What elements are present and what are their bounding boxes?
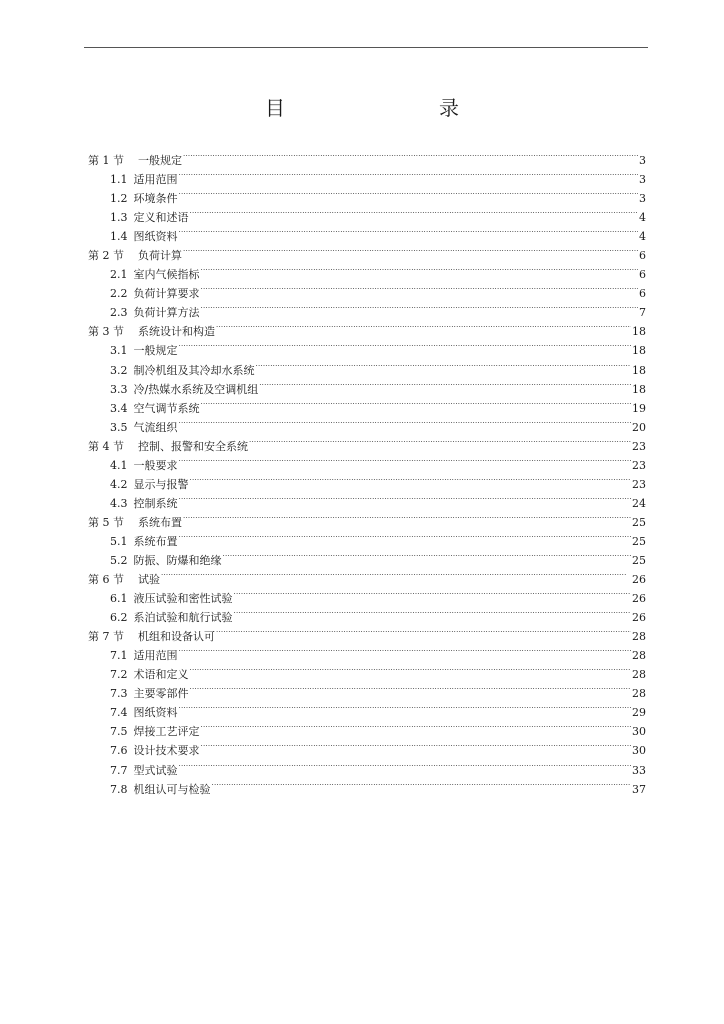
toc-page-number: 33 — [632, 763, 646, 777]
toc-entry-number: 3.1 — [110, 344, 128, 358]
toc-page-number: 37 — [632, 782, 646, 796]
toc-entry-label: 图纸资料 — [133, 230, 178, 244]
toc-subsection-entry[interactable] — [88, 583, 646, 606]
toc-leader-dots — [179, 164, 639, 183]
toc-entry-number: 7.3 — [110, 687, 128, 701]
toc-entry-number: 1.1 — [110, 173, 128, 187]
toc-entry-label: 术语和定义 — [133, 668, 189, 682]
toc-page-number: 3 — [639, 154, 646, 167]
toc-page-number: 18 — [632, 363, 646, 377]
toc-entry-label: 适用范围 — [133, 649, 178, 663]
toc-page-number: 25 — [632, 515, 646, 529]
toc-entry-number: 7.4 — [110, 706, 128, 720]
toc-page-number: 28 — [632, 668, 646, 682]
toc-entry-label: 负荷计算 — [138, 249, 182, 263]
toc-entry-number: 6.2 — [110, 611, 128, 625]
toc-leader-dots — [201, 259, 639, 278]
toc-leader-dots — [190, 469, 632, 488]
toc-leader-dots — [201, 278, 639, 297]
toc-leader-dots — [183, 145, 638, 164]
page-title: 目 录 — [265, 96, 497, 120]
toc-entry-number: 7.2 — [110, 668, 128, 682]
toc-entry-number: 第 2 节 — [88, 249, 124, 263]
toc-entry-number: 3.3 — [110, 382, 128, 396]
toc-entry-label: 控制系统 — [133, 496, 178, 510]
toc-page-number: 28 — [632, 687, 646, 701]
toc-page-number: 25 — [632, 553, 646, 567]
toc-entry-label: 系统布置 — [133, 534, 178, 548]
toc-entry-label: 控制、报警和安全系统 — [138, 439, 248, 453]
toc-leader-dots — [216, 621, 631, 640]
toc-page-number: 26 — [632, 611, 646, 625]
toc-leader-dots — [190, 659, 632, 678]
toc-entry-label: 液压试验和密性试验 — [133, 592, 233, 606]
toc-page-number: 3 — [639, 173, 646, 187]
toc-entry-label: 试验 — [138, 573, 160, 587]
toc-leader-dots — [183, 507, 631, 526]
toc-entry-number: 6.1 — [110, 592, 128, 606]
toc-entry-label: 负荷计算要求 — [133, 287, 200, 301]
toc-page-number: 4 — [639, 211, 646, 225]
toc-leader-dots — [179, 221, 639, 240]
toc-entry-label: 一般要求 — [133, 458, 178, 472]
toc-page-number: 23 — [632, 439, 646, 453]
toc-page-number: 19 — [632, 401, 646, 415]
toc-leader-dots — [179, 526, 632, 545]
toc-entry-label: 设计技术要求 — [133, 744, 200, 758]
toc-entry-number: 3.5 — [110, 420, 128, 434]
toc-entry-label: 焊接工艺评定 — [133, 725, 200, 739]
toc-page-number: 28 — [632, 649, 646, 663]
toc-leader-dots — [201, 735, 632, 754]
toc-page-number: 23 — [632, 458, 646, 472]
toc-entry-label: 一般规定 — [138, 154, 182, 167]
table-of-contents — [88, 145, 646, 796]
toc-page-number: 26 — [632, 592, 646, 606]
toc-leader-dots — [234, 583, 632, 602]
toc-entry-number: 1.4 — [110, 230, 128, 244]
toc-entry-label: 冷/热媒水系统及空调机组 — [133, 382, 259, 396]
toc-entry-number: 第 5 节 — [88, 515, 124, 529]
toc-entry-label: 负荷计算方法 — [133, 306, 200, 320]
toc-entry-number: 第 7 节 — [88, 630, 124, 644]
toc-entry-number: 4.3 — [110, 496, 128, 510]
toc-entry-number: 4.2 — [110, 477, 128, 491]
toc-entry-label: 环境条件 — [133, 192, 178, 206]
toc-entry-number: 1.3 — [110, 211, 128, 225]
toc-leader-dots — [179, 488, 632, 507]
toc-entry-label: 显示与报警 — [133, 477, 189, 491]
toc-entry-number: 7.7 — [110, 763, 128, 777]
toc-page-number: 6 — [639, 249, 646, 263]
toc-leader-dots — [223, 545, 632, 564]
toc-leader-dots — [201, 393, 632, 412]
toc-entry-label: 系统布置 — [138, 515, 182, 529]
toc-entry-label: 定义和述语 — [133, 211, 189, 225]
toc-leader-dots — [234, 602, 632, 621]
toc-page-number: 3 — [639, 192, 646, 206]
toc-page-number: 18 — [632, 325, 646, 339]
toc-leader-dots — [179, 450, 632, 469]
toc-entry-label: 机组认可与检验 — [133, 782, 211, 796]
toc-leader-dots — [201, 716, 632, 735]
toc-page-number: 6 — [639, 287, 646, 301]
toc-page-number: 6 — [639, 268, 646, 282]
toc-page-number: 28 — [632, 630, 646, 644]
toc-entry-number: 第 4 节 — [88, 439, 124, 453]
toc-entry-label: 图纸资料 — [133, 706, 178, 720]
toc-page-number: 18 — [632, 382, 646, 396]
toc-entry-number: 第 3 节 — [88, 325, 124, 339]
toc-entry-number: 3.2 — [110, 363, 128, 377]
toc-entry-number: 4.1 — [110, 458, 128, 472]
toc-page-number: 29 — [632, 706, 646, 720]
toc-page-number: 7 — [639, 306, 646, 320]
toc-entry-number: 第 6 节 — [88, 573, 124, 587]
toc-leader-dots — [259, 374, 631, 393]
toc-page-number: 20 — [632, 420, 646, 434]
toc-entry-number: 5.2 — [110, 553, 128, 567]
toc-entry-label: 适用范围 — [133, 173, 178, 187]
toc-leader-dots — [190, 678, 632, 697]
toc-page-number: 30 — [632, 725, 646, 739]
toc-leader-dots — [179, 697, 632, 716]
toc-section-entry[interactable] — [88, 564, 646, 587]
toc-entry-number: 2.3 — [110, 306, 128, 320]
toc-leader-dots — [179, 335, 632, 354]
toc-leader-dots — [201, 297, 639, 316]
toc-entry-number: 5.1 — [110, 534, 128, 548]
toc-entry-label: 系泊试验和航行试验 — [133, 611, 233, 625]
toc-entry-number: 7.6 — [110, 744, 128, 758]
toc-leader-dots — [183, 240, 638, 259]
toc-leader-dots — [179, 640, 632, 659]
toc-page-number: 26 — [632, 573, 646, 587]
toc-page-number: 4 — [639, 230, 646, 244]
toc-entry-number: 7.1 — [110, 649, 128, 663]
toc-section-entry[interactable] — [88, 145, 646, 167]
toc-leader-dots — [249, 431, 631, 450]
toc-entry-label: 制冷机组及其冷却水系统 — [133, 363, 255, 377]
toc-entry-label: 空气调节系统 — [133, 401, 200, 415]
header-rule — [84, 47, 648, 48]
toc-leader-dots — [216, 316, 631, 335]
toc-leader-dots — [179, 755, 632, 774]
toc-entry-number: 2.1 — [110, 268, 128, 282]
toc-leader-dots — [190, 202, 639, 221]
toc-entry-number: 2.2 — [110, 287, 128, 301]
toc-leader-dots — [179, 412, 632, 431]
toc-entry-label: 气流组织 — [133, 420, 178, 434]
toc-entry-label: 室内气候指标 — [133, 268, 200, 282]
toc-page-number: 30 — [632, 744, 646, 758]
toc-entry-number: 3.4 — [110, 401, 128, 415]
toc-leader-dots — [161, 564, 631, 583]
toc-page-number: 24 — [632, 496, 646, 510]
toc-entry-label: 主要零部件 — [133, 687, 189, 701]
toc-leader-dots — [256, 355, 632, 374]
toc-entry-number: 7.8 — [110, 782, 128, 796]
toc-page-number: 25 — [632, 534, 646, 548]
toc-entry-number: 第 1 节 — [88, 154, 124, 167]
toc-entry-number: 1.2 — [110, 192, 128, 206]
toc-leader-dots — [212, 774, 632, 793]
toc-entry-label: 一般规定 — [133, 344, 178, 358]
toc-leader-dots — [179, 183, 639, 202]
toc-entry-number: 7.5 — [110, 725, 128, 739]
toc-entry-label: 机组和设备认可 — [138, 630, 215, 644]
toc-entry-label: 防振、防爆和绝缘 — [133, 553, 222, 567]
toc-entry-label: 型式试验 — [133, 763, 178, 777]
toc-page-number: 18 — [632, 344, 646, 358]
toc-page-number: 23 — [632, 477, 646, 491]
toc-entry-label: 系统设计和构造 — [138, 325, 215, 339]
